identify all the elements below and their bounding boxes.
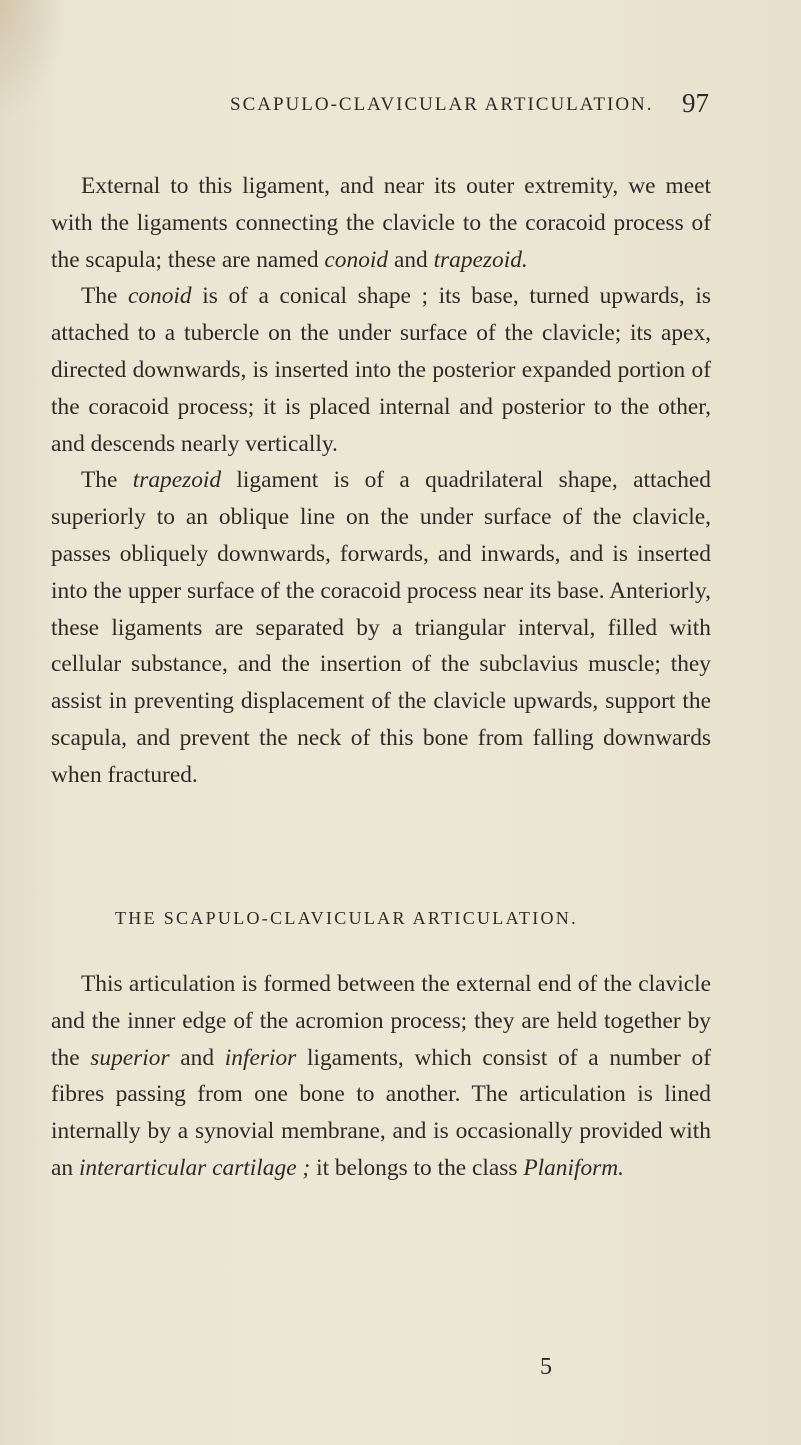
text-run: is of a conical shape ; its base, turned upwards, is attached to a tubercle on the under surface of the clavicle; its apex, directed downwards, is inserted into the posterior expanded portion of the coracoid process; it is placed internal and posterior to the other, and descends nearly vertically. [51,283,711,457]
text-run: ligaments, which consist of a number of fibres passing from one bone to another. The articulation is lined internally by a synovial membrane, and is occasionally provided with an [51,1044,711,1181]
text-run: and [169,1044,225,1071]
paragraph [51,278,711,462]
paragraph [51,168,711,278]
running-head: SCAPULO-CLAVICULAR ARTICULATION. [230,94,654,115]
italic-run: superior [90,1044,170,1071]
text-run: it belongs to the class [310,1154,524,1181]
italic-run: inferior [224,1044,297,1071]
section-1-text [51,168,711,794]
text-run: This articulation is formed between the external end of the clavicle and the inner edge of the acromion process; they are held together by the [51,971,711,1071]
paragraph [51,966,711,1187]
italic-run: conoid [127,283,192,310]
page-edge-shadow [0,0,70,120]
text-run: The [81,467,133,494]
italic-run: interarticular cartilage ; [78,1154,311,1181]
italic-run: Planiform. [523,1154,625,1181]
italic-run: conoid [324,246,389,273]
page-number: 97 [682,88,709,118]
text-run: The [81,283,128,310]
paragraph [51,462,711,793]
text-run: External to this ligament, and near its outer extremity, we meet with the ligaments connecting the clavicle to the coracoid process of the scapula; these are named [51,173,711,273]
section-2-text [51,966,711,1187]
section-heading: THE SCAPULO-CLAVICULAR ARTICULATION. [115,908,578,928]
text-run: ligament is of a quadrilateral shape, attached superiorly to an oblique line on the under surface of the clavicle, passes obliquely downwards, forwards, and inwards, and is inserted into the upper surface of the coracoid process near its base. Anteriorly, these ligaments are separated by a triangular interval, filled with cellular substance, and the insertion of the subclavius muscle; they assist in preventing displacement of the clavicle upwards, support the scapula, and prevent the neck of this bone from falling downwards when fractured. [51,467,712,788]
signature-mark: 5 [540,1354,552,1380]
italic-run: trapezoid [132,467,222,494]
italic-run: trapezoid. [433,246,528,273]
text-run: and [388,246,434,273]
